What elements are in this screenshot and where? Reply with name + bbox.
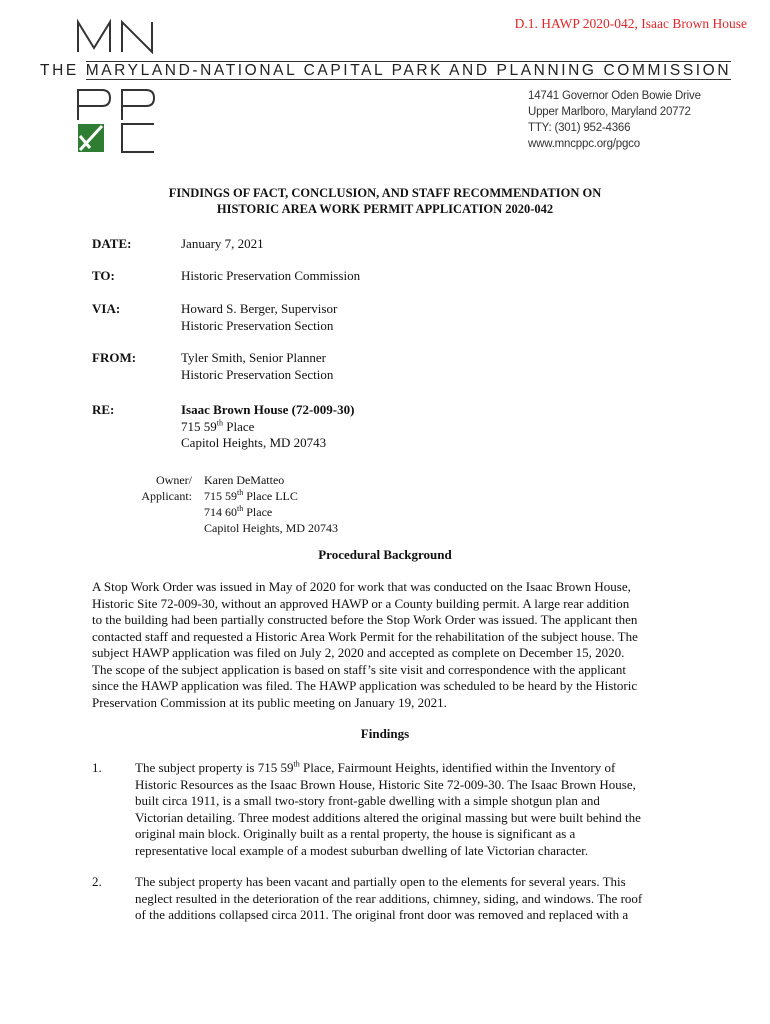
document-reference: D.1. HAWP 2020-042, Isaac Brown House: [514, 16, 747, 31]
finding-line: Victorian detailing. Three modest additions altered the original massing but were built behind the: [135, 809, 641, 825]
re-value: [181, 402, 354, 452]
mncppc-logo-mn: [76, 18, 166, 54]
from-name: Tyler Smith, Senior Planner: [181, 350, 326, 365]
paragraph-line: since the HAWP application was filed. The HAWP application was scheduled to be heard by the Historic: [92, 678, 638, 693]
title-line-1: FINDINGS OF FACT, CONCLUSION, AND STAFF RECOMMENDATION ON: [168, 186, 602, 200]
ordinal-suffix: th: [237, 488, 244, 497]
re-address-line-1: [181, 419, 354, 436]
title-line-2: HISTORIC AREA WORK PERMIT APPLICATION 2020-042: [216, 201, 554, 216]
owner-label: Owner/: [156, 473, 192, 487]
document-title: [0, 186, 770, 217]
finding-number: 2.: [92, 874, 102, 889]
address-line: Upper Marlboro, Maryland 20772: [528, 106, 691, 118]
finding-line: Historic Resources as the Isaac Brown House, Historic Site 72-009-30. The Isaac Brown House,: [135, 776, 636, 792]
paragraph-line: Preservation Commission at its public meeting on January 19, 2021.: [92, 694, 447, 710]
via-section: Historic Preservation Section: [181, 317, 334, 333]
commission-name: [40, 62, 731, 80]
commission-full-name: MARYLAND-NATIONAL CAPITAL PARK AND PLANNING COMMISSION: [85, 62, 732, 79]
procedural-paragraph: [92, 579, 682, 711]
finding-line: original main block. Originally built as a rental property, the house is significant as a: [135, 826, 576, 841]
to-value: Historic Preservation Commission: [181, 268, 361, 283]
ordinal-suffix: th: [237, 504, 244, 513]
owner-address-number: 714 60: [204, 505, 237, 519]
owner-line-2: [204, 488, 338, 504]
finding-line: neglect resulted in the deterioration of the rear additions, chimney, siding, and windows. The roof: [135, 890, 643, 906]
owner-company: Place LLC: [243, 489, 298, 503]
procedural-heading: Procedural Background: [318, 547, 452, 562]
finding-line: built circa 1911, is a small two-story front-gable dwelling with a simple shotgun plan and: [135, 793, 600, 808]
paragraph-line: Historic Site 72-009-30, without an approved HAWP or a County building permit. A large rear addition: [92, 595, 630, 611]
owner-city: Capitol Heights, MD 20743: [204, 521, 338, 535]
re-title: Isaac Brown House (72-009-30): [181, 402, 355, 417]
re-address-number: 715 59: [181, 418, 217, 434]
owner-street: Place: [243, 505, 273, 519]
commission-address: [528, 88, 701, 152]
finding-item-2: [135, 874, 683, 924]
from-label: FROM:: [92, 350, 137, 365]
finding-line: The subject property has been vacant and partially open to the elements for several years. This: [135, 874, 626, 889]
applicant-label: Applicant:: [141, 489, 192, 503]
from-section: Historic Preservation Section: [181, 366, 334, 382]
finding-text: The subject property is 715 59: [135, 760, 294, 775]
paragraph-line: subject HAWP application was filed on July 2, 2020 and accepted as complete on December 15, 2020.: [92, 645, 625, 660]
date-label: DATE:: [92, 236, 132, 251]
owner-applicant-label: [120, 472, 192, 504]
paragraph-line: The scope of the subject application is based on staff’s site visit and correspondence with the applicant: [92, 661, 627, 677]
paragraph-line: contacted staff and requested a Historic Area Work Permit for the rehabilitation of the subject house. The: [92, 628, 638, 644]
owner-applicant-value: [204, 472, 338, 536]
paragraph-line: A Stop Work Order was issued in May of 2020 for work that was conducted on the Isaac Brown House,: [92, 579, 631, 594]
commission-prefix: THE: [40, 62, 86, 79]
finding-item-1: [135, 760, 683, 859]
finding-number: 1.: [92, 760, 102, 775]
findings-heading: Findings: [360, 726, 410, 741]
re-address-line-2: Capitol Heights, MD 20743: [181, 435, 327, 450]
ordinal-suffix: th: [216, 418, 223, 428]
from-value: [181, 350, 333, 383]
owner-name: Karen DeMatteo: [204, 473, 285, 487]
address-line: 14741 Governor Oden Bowie Drive: [528, 90, 701, 102]
owner-line-3: [204, 504, 338, 520]
via-label: VIA:: [92, 301, 121, 316]
owner-address-number: 715 59: [204, 489, 237, 503]
ordinal-suffix: th: [293, 759, 300, 769]
re-address-street: Place: [222, 418, 255, 434]
finding-line: of the additions collapsed circa 2011. The original front door was removed and replaced with a: [135, 907, 629, 922]
finding-line: representative local example of a modest suburban dwelling of late Victorian character.: [135, 842, 589, 858]
via-name: Howard S. Berger, Supervisor: [181, 301, 338, 316]
paragraph-line: to the building had been partially constructed before the Stop Work Order was issued. The applicant then: [92, 612, 638, 627]
mncppc-logo-ppc: [76, 86, 166, 156]
finding-line: [135, 760, 683, 777]
finding-text: Place, Fairmount Heights, identified within the Inventory of: [299, 760, 616, 775]
address-phone: TTY: (301) 952-4366: [528, 122, 631, 134]
address-website: www.mncppc.org/pgco: [528, 138, 640, 150]
via-value: [181, 301, 337, 334]
to-label: TO:: [92, 268, 115, 283]
date-value: January 7, 2021: [181, 236, 264, 251]
re-label: RE:: [92, 402, 115, 417]
